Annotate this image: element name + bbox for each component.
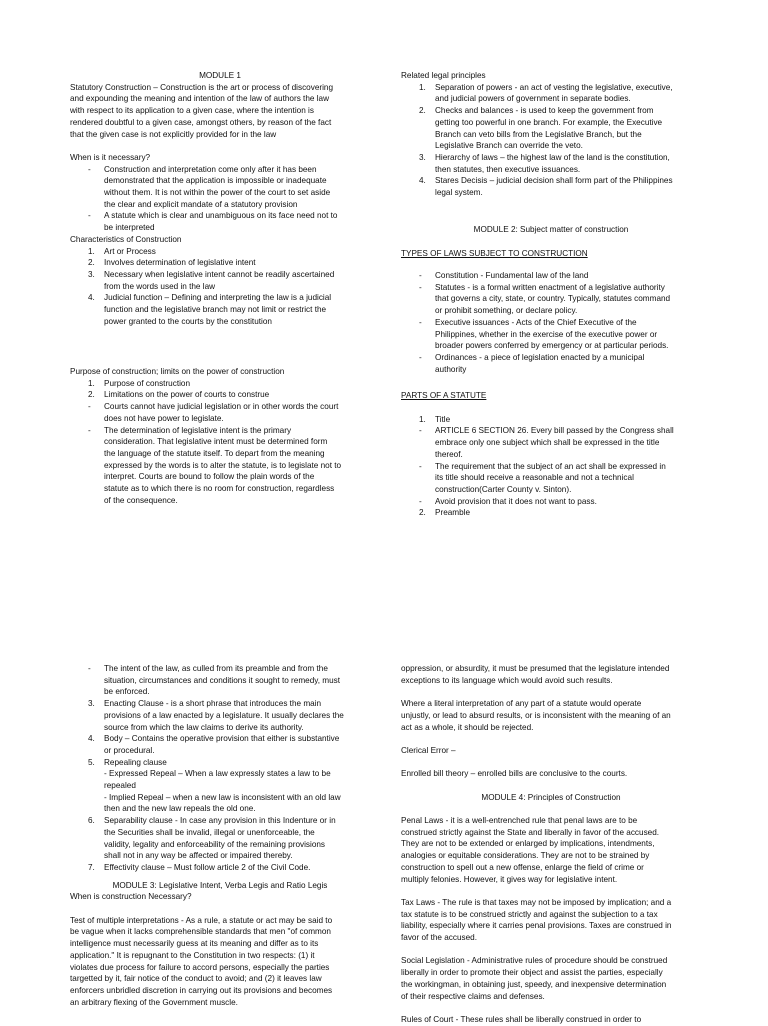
literal-interpretation-paragraph xyxy=(401,698,701,733)
list-item-line: the Securities shall be invalid, illegal or unenforceable, the xyxy=(104,827,315,837)
list-item xyxy=(70,292,370,327)
text-line: multiply felonies. However, it gives way for legislative intent. xyxy=(401,874,618,884)
types-of-laws-list xyxy=(401,270,701,375)
list-item xyxy=(70,378,370,390)
statute-parts-continued xyxy=(70,663,370,768)
construction-necessary-heading: When is construction Necessary? xyxy=(70,892,192,902)
list-item-line: Separation of powers - an act of vesting the legislative, executive, xyxy=(435,82,673,92)
module2-section xyxy=(401,224,701,259)
penal-laws-paragraph xyxy=(401,815,701,885)
list-item-line: A statute which is clear and unambiguous on its face need not to xyxy=(104,211,338,221)
list-item-line: expressed by the words is to alter the statute, is to legislate not to xyxy=(104,460,342,470)
text-line: that the given case is not explicitly provided for in the law xyxy=(70,129,277,139)
text-line: targetted by it, fair notice of the conduct to avoid; and (2) it leaves law xyxy=(70,974,322,984)
list-item-line: interpret. Courts are bound to follow the plain words of the xyxy=(104,472,315,482)
statutory-construction-definition xyxy=(70,82,370,141)
list-marker: 4. xyxy=(88,293,95,303)
oppression-paragraph xyxy=(401,663,701,686)
list-item xyxy=(401,414,701,426)
list-marker: 6. xyxy=(88,816,95,826)
list-item xyxy=(70,733,370,756)
tax-laws-paragraph xyxy=(401,897,701,944)
list-marker: 3. xyxy=(88,699,95,709)
text-line: act as a whole, it should be rejected. xyxy=(401,722,534,732)
text-line: application." It is repugnant to the Constitution in two respects: (1) it xyxy=(70,950,315,960)
parts-of-statute-heading: PARTS OF A STATUTE xyxy=(401,391,487,400)
text-line: tax statute is to be construed strictly and against the subjection to a tax xyxy=(401,909,658,919)
purpose-heading: Purpose of construction; limits on the power of construction xyxy=(70,367,285,376)
list-item xyxy=(70,401,370,424)
list-item xyxy=(70,246,370,258)
module2-title: MODULE 2: Subject matter of construction xyxy=(473,225,629,234)
text-line: Tax Laws - The rule is that taxes may not be imposed by implication; and a xyxy=(401,897,672,907)
social-legislation-paragraph xyxy=(401,955,701,1002)
text-line: Penal Laws - it is a well-entrenched rule that penal laws are to be xyxy=(401,816,638,826)
page1-left-purpose xyxy=(70,366,370,506)
clerical-error: Clerical Error – xyxy=(401,745,456,755)
list-item-line: Repealing clause xyxy=(104,757,167,767)
list-item-line: The intent of the law, as culled from its preamble and from the xyxy=(104,664,328,673)
list-item-line: power granted to the courts by the constitution xyxy=(104,316,272,326)
list-marker: - xyxy=(88,211,91,221)
list-item-line: of the consequence. xyxy=(104,495,178,505)
list-item-line: Hierarchy of laws – the highest law of the land is the constitution, xyxy=(435,152,670,162)
list-marker: - xyxy=(419,282,422,292)
list-item-line: Constitution - Fundamental law of the land xyxy=(435,271,589,280)
module3-title: MODULE 3: Legislative Intent, Verba Legis and Ratio Legis xyxy=(112,880,328,890)
text-line: exceptions to its language which would avoid such results. xyxy=(401,675,613,685)
list-item xyxy=(70,389,370,401)
list-item-line: Limitations on the power of courts to construe xyxy=(104,390,270,400)
list-item-line: Avoid provision that it does not want to pass. xyxy=(435,496,597,506)
list-item-line: construction(Carter County v. Sinton). xyxy=(435,484,572,494)
characteristics-list xyxy=(70,246,370,328)
text-line: - Implied Repeal – when a new law is inconsistent with an old law xyxy=(104,792,341,802)
text-line: with respect to its application to a given case, where the intention is xyxy=(70,106,314,116)
list-item xyxy=(401,82,701,105)
list-item xyxy=(401,461,701,496)
list-marker: - xyxy=(88,402,91,412)
list-item-line: provisions of a law enacted by a legislature. It usually declares the xyxy=(104,710,344,720)
list-item-line: Enacting Clause - is a short phrase that introduces the main xyxy=(104,699,322,709)
list-item-line: Philippines, whether in the exercise of the executive power or xyxy=(435,329,658,339)
list-item-line: Body – Contains the operative provision that either is substantive xyxy=(104,734,340,744)
list-marker: - xyxy=(419,461,422,471)
list-item-line: Involves determination of legislative intent xyxy=(104,258,256,268)
page1-left-column xyxy=(70,70,370,327)
list-item xyxy=(70,698,370,733)
list-item xyxy=(401,175,701,198)
list-item-line: Separability clause - In case any provision in this Indenture or in xyxy=(104,816,336,826)
text-line: then and the new law repeals the old one. xyxy=(104,804,256,814)
list-item-line: statute as to which there is no room for construction, regardless xyxy=(104,484,335,494)
list-item-line: The requirement that the subject of an act shall be expressed in xyxy=(435,461,666,471)
list-marker: 2. xyxy=(419,106,426,116)
text-line: liability, especially where it carries penal provisions. Taxes are construed in xyxy=(401,921,672,931)
list-item-line: broader powers conferred by emergency or at particular periods. xyxy=(435,341,669,351)
parts-of-statute-list xyxy=(401,414,701,519)
types-of-laws-section xyxy=(401,270,701,375)
list-item-line: Purpose of construction xyxy=(104,378,191,388)
list-marker: 7. xyxy=(88,862,95,872)
list-marker: - xyxy=(419,496,422,506)
related-principles-heading: Related legal principles xyxy=(401,71,486,80)
list-item xyxy=(70,269,370,292)
enrolled-bill-theory: Enrolled bill theory – enrolled bills are conclusive to the courts. xyxy=(401,769,628,779)
list-item-line: Preamble xyxy=(435,508,471,518)
text-line: intelligence must necessarily guess at its meaning and differ as to its xyxy=(70,939,319,949)
text-line: Social Legislation - Administrative rules of procedure should be construed xyxy=(401,956,668,966)
list-item xyxy=(401,352,701,375)
text-line: an arbitrary flexing of the Government muscle. xyxy=(70,997,238,1007)
text-line: enforcers unbridled discretion in carrying out its provisions and becomes xyxy=(70,985,333,995)
list-item-line: from the words used in the law xyxy=(104,281,216,291)
related-principles-list xyxy=(401,82,701,199)
text-line: construction to spell out a new offense, enlarge the field of crime or xyxy=(401,862,644,872)
list-marker: - xyxy=(88,664,91,673)
list-item xyxy=(70,257,370,269)
list-item-line: Art or Process xyxy=(104,246,156,256)
purpose-list xyxy=(70,378,370,507)
list-item-line: demonstrated that the application is impossible or inadequate xyxy=(104,176,327,186)
list-item-line: authority xyxy=(435,364,467,374)
list-item-line: be enforced. xyxy=(104,687,150,697)
list-item-line: Ordinances - a piece of legislation enacted by a municipal xyxy=(435,352,645,362)
list-marker: 4. xyxy=(419,176,426,186)
page1-right-column xyxy=(401,70,701,199)
list-item xyxy=(401,496,701,508)
text-line: repealed xyxy=(104,781,136,791)
rules-of-court-line: Rules of Court - These rules shall be liberally construed in order to xyxy=(401,1014,642,1024)
list-marker: 3. xyxy=(88,269,95,279)
statute-parts-continued-2 xyxy=(70,815,370,874)
text-line: Statutory Construction – Construction is the art or process of discovering xyxy=(70,82,334,92)
list-item xyxy=(70,210,370,233)
list-item-line: Stares Decisis – judicial decision shall form part of the Philippines xyxy=(435,176,673,186)
list-item-line: shall not in any way be affected or impaired thereby. xyxy=(104,851,293,861)
types-of-laws-heading: TYPES OF LAWS SUBJECT TO CONSTRUCTION xyxy=(401,248,588,258)
list-item xyxy=(401,425,701,460)
text-line: be vague when it lacks comprehensible standards that men "of common xyxy=(70,927,331,937)
list-item-line: validity, legality and enforceability of the remaining provisions xyxy=(104,839,326,849)
text-line: violates due process for failure to accord persons, especially the parties xyxy=(70,962,330,972)
list-item xyxy=(401,317,701,352)
list-item-line: thereof. xyxy=(435,449,463,459)
list-item-line: source from which the law claims to derive its authority. xyxy=(104,722,304,732)
text-line: favor of the accused. xyxy=(401,933,478,943)
list-item-line: or procedural. xyxy=(104,745,155,755)
when-necessary-heading: When is it necessary? xyxy=(70,152,151,162)
list-marker: 2. xyxy=(88,258,95,268)
text-line: analogies or equitable considerations. They are not to be strained by xyxy=(401,851,650,861)
module1-title: MODULE 1 xyxy=(199,71,241,80)
list-marker: 1. xyxy=(419,414,426,424)
list-item-line: Checks and balances - is used to keep the government from xyxy=(435,106,654,116)
list-item-line: Statutes - is a formal written enactment of a legislative authority xyxy=(435,282,665,292)
text-line: oppression, or absurdity, it must be presumed that the legislature intended xyxy=(401,664,670,673)
list-marker: - xyxy=(88,164,91,174)
list-item xyxy=(70,663,370,698)
list-item-line: Necessary when legislative intent cannot be readily ascertained xyxy=(104,269,335,279)
list-marker: 1. xyxy=(88,378,95,388)
multiple-interpretations-paragraph xyxy=(70,915,370,1009)
text-line: Test of multiple interpretations - As a rule, a statute or act may be said to xyxy=(70,915,333,925)
list-item-line: or prohibit something, or declare policy. xyxy=(435,306,578,316)
list-item xyxy=(401,270,701,282)
text-line: construed strictly against the State and liberally in favor of the accused. xyxy=(401,827,660,837)
list-item-line: does not have power to legislate. xyxy=(104,413,224,423)
when-necessary-list xyxy=(70,164,370,234)
list-item-line: situation, circumstances and conditions it sought to remedy, must xyxy=(104,675,341,685)
list-marker: - xyxy=(88,425,91,435)
list-item xyxy=(401,282,701,317)
page2-right-column xyxy=(401,663,701,1026)
text-line: rendered doubtful to a given case, amongst others, by reason of the fact xyxy=(70,117,332,127)
module4-title: MODULE 4: Principles of Construction xyxy=(481,792,621,802)
list-item xyxy=(70,425,370,507)
list-item-line: Executive issuances - Acts of the Chief Executive of the xyxy=(435,317,637,327)
list-item-line: Title xyxy=(435,414,451,424)
list-item-line: and judicial powers of government in separate bodies. xyxy=(435,94,631,104)
list-item-line: without them. It is not within the power of the court to set aside xyxy=(104,188,331,198)
list-marker: - xyxy=(419,271,422,280)
list-item-line: ARTICLE 6 SECTION 26. Every bill passed by the Congress shall xyxy=(435,426,674,436)
list-item xyxy=(401,507,701,519)
list-item xyxy=(401,152,701,175)
list-item-line: The determination of legislative intent is the primary xyxy=(104,425,292,435)
text-line: They are not to be extended or enlarged by implications, intendments, xyxy=(401,839,655,849)
list-marker: 5. xyxy=(88,757,95,767)
characteristics-heading: Characteristics of Construction xyxy=(70,234,182,244)
text-line: Where a literal interpretation of any part of a statute would operate xyxy=(401,699,642,709)
list-marker: 2. xyxy=(88,390,95,400)
repeal-types xyxy=(70,768,370,815)
list-item-line: consideration. That legislative intent must be determined form xyxy=(104,437,328,447)
text-line: of their respective claims and defenses. xyxy=(401,991,545,1001)
list-marker: 2. xyxy=(419,508,426,518)
list-item-line: Construction and interpretation come only after it has been xyxy=(104,164,317,174)
list-item-line: its title should receive a reasonable and not a technical xyxy=(435,473,634,483)
list-item xyxy=(401,105,701,152)
list-item-line: then statutes, then executive issuances. xyxy=(435,164,581,174)
list-item-line: embrace only one subject which shall be expressed in the title xyxy=(435,438,660,448)
list-item-line: Effectivity clause – Must follow article 2 of the Civil Code. xyxy=(104,862,311,872)
list-marker: 1. xyxy=(419,82,426,92)
text-line: liberally in order to promote their object and assist the parties, especially xyxy=(401,968,663,978)
list-marker: 4. xyxy=(88,734,95,744)
list-item xyxy=(70,164,370,211)
list-item-line: that governs a city, state, or country. Typically, statutes command xyxy=(435,294,671,304)
list-marker: - xyxy=(419,352,422,362)
list-item xyxy=(70,757,370,769)
list-item-line: Legislative Branch can override the veto. xyxy=(435,141,583,151)
list-item-line: Judicial function – Defining and interpreting the law is a judicial xyxy=(104,293,332,303)
text-line: the workingman, in obtaining just, speedy, and inexpensive determination xyxy=(401,979,667,989)
text-line: - Expressed Repeal – When a law expressly states a law to be xyxy=(104,769,331,779)
page2-left-column xyxy=(70,663,370,1008)
list-item-line: Branch can veto bills from the Legislative Branch, but the xyxy=(435,129,642,139)
list-item-line: getting too powerful in one branch. For example, the Executive xyxy=(435,117,663,127)
text-line: and expounding the meaning and intention of the law of authors the law xyxy=(70,94,330,104)
list-item-line: Courts cannot have judicial legislation or in other words the court xyxy=(104,402,339,412)
list-marker: - xyxy=(419,426,422,436)
text-line: unjustly, or lead to absurd results, or is inconsistent with the meaning of an xyxy=(401,710,671,720)
list-marker: 1. xyxy=(88,246,95,256)
list-marker: - xyxy=(419,317,422,327)
list-marker: 3. xyxy=(419,152,426,162)
list-item-line: the clear and explicit mandate of a statutory provision xyxy=(104,199,298,209)
list-item-line: the language of the statute itself. To depart from the meaning xyxy=(104,448,325,458)
list-item xyxy=(70,815,370,862)
list-item xyxy=(70,862,370,874)
list-item-line: function and the legislative branch may not limit or restrict the xyxy=(104,305,327,315)
list-item-line: legal system. xyxy=(435,188,483,198)
parts-of-statute-section xyxy=(401,390,701,519)
list-item-line: be interpreted xyxy=(104,223,155,233)
